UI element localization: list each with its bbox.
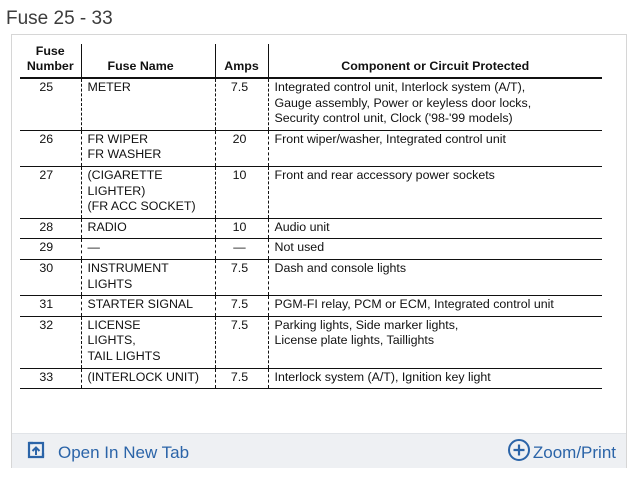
fuse-number-cell: 33 [20,368,81,389]
zoom-print-label: Zoom/Print [532,442,616,462]
fuse-name-cell: INSTRUMENT LIGHTS [81,259,215,295]
fuse-number-cell: 26 [20,130,81,166]
component-cell: Not used [268,239,602,260]
table-row [20,368,602,389]
fuse-name-cell: RADIO [81,218,215,239]
header-amps: Amps [215,44,268,78]
amps-cell: 10 [215,218,268,239]
fuse-name-cell: (CIGARETTE LIGHTER) (FR ACC SOCKET) [81,166,215,218]
card-footer [12,433,626,468]
fuse-number-cell: 29 [20,239,81,260]
component-cell: Parking lights, Side marker lights, License plate lights, Taillights [268,316,602,368]
table-row [20,218,602,239]
table-row [20,130,602,166]
fuse-number-cell: 27 [20,166,81,218]
table-row [20,166,602,218]
component-cell: Dash and console lights [268,259,602,295]
fuse-name-cell: LICENSE LIGHTS, TAIL LIGHTS [81,316,215,368]
page-title: Fuse 25 - 33 [6,8,113,29]
component-cell: Front and rear accessory power sockets [268,166,602,218]
fuse-name-cell: STARTER SIGNAL [81,296,215,317]
fuse-number-cell: 28 [20,218,81,239]
component-cell: Interlock system (A/T), Ignition key light [268,368,602,389]
fuse-name-cell: (INTERLOCK UNIT) [81,368,215,389]
amps-cell: 7.5 [215,78,268,130]
fuse-name-cell: METER [81,78,215,130]
table-header-row [20,44,602,78]
header-fuse-number: Fuse Number [20,44,81,78]
plus-circle-icon [507,438,533,467]
table-row [20,316,602,368]
amps-cell: 7.5 [215,368,268,389]
open-in-new-tab-label: Open In New Tab [58,442,190,462]
fuse-number-cell: 30 [20,259,81,295]
fuse-number-cell: 32 [20,316,81,368]
fuse-document [20,44,602,424]
amps-cell: 7.5 [215,296,268,317]
component-cell: Front wiper/washer, Integrated control unit [268,130,602,166]
component-cell: Integrated control unit, Interlock system (A/T), Gauge assembly, Power or keyless door locks, Security control unit, Clock ('98-'99 models) [268,78,602,130]
fuse-name-cell: FR WIPER FR WASHER [81,130,215,166]
open-in-new-tab-link[interactable] [26,440,189,465]
table-row [20,259,602,295]
component-cell: PGM-FI relay, PCM or ECM, Integrated control unit [268,296,602,317]
amps-cell: — [215,239,268,260]
component-cell: Audio unit [268,218,602,239]
amps-cell: 7.5 [215,259,268,295]
amps-cell: 20 [215,130,268,166]
header-component: Component or Circuit Protected [268,44,602,78]
amps-cell: 10 [215,166,268,218]
header-fuse-name: Fuse Name [81,44,215,78]
zoom-print-link[interactable] [507,438,616,467]
table-row [20,296,602,317]
fuse-number-cell: 31 [20,296,81,317]
table-row [20,78,602,130]
open-in-new-tab-icon [26,440,58,465]
fuse-name-cell: — [81,239,215,260]
fuse-table [20,44,602,389]
table-row [20,239,602,260]
amps-cell: 7.5 [215,316,268,368]
fuse-number-cell: 25 [20,78,81,130]
